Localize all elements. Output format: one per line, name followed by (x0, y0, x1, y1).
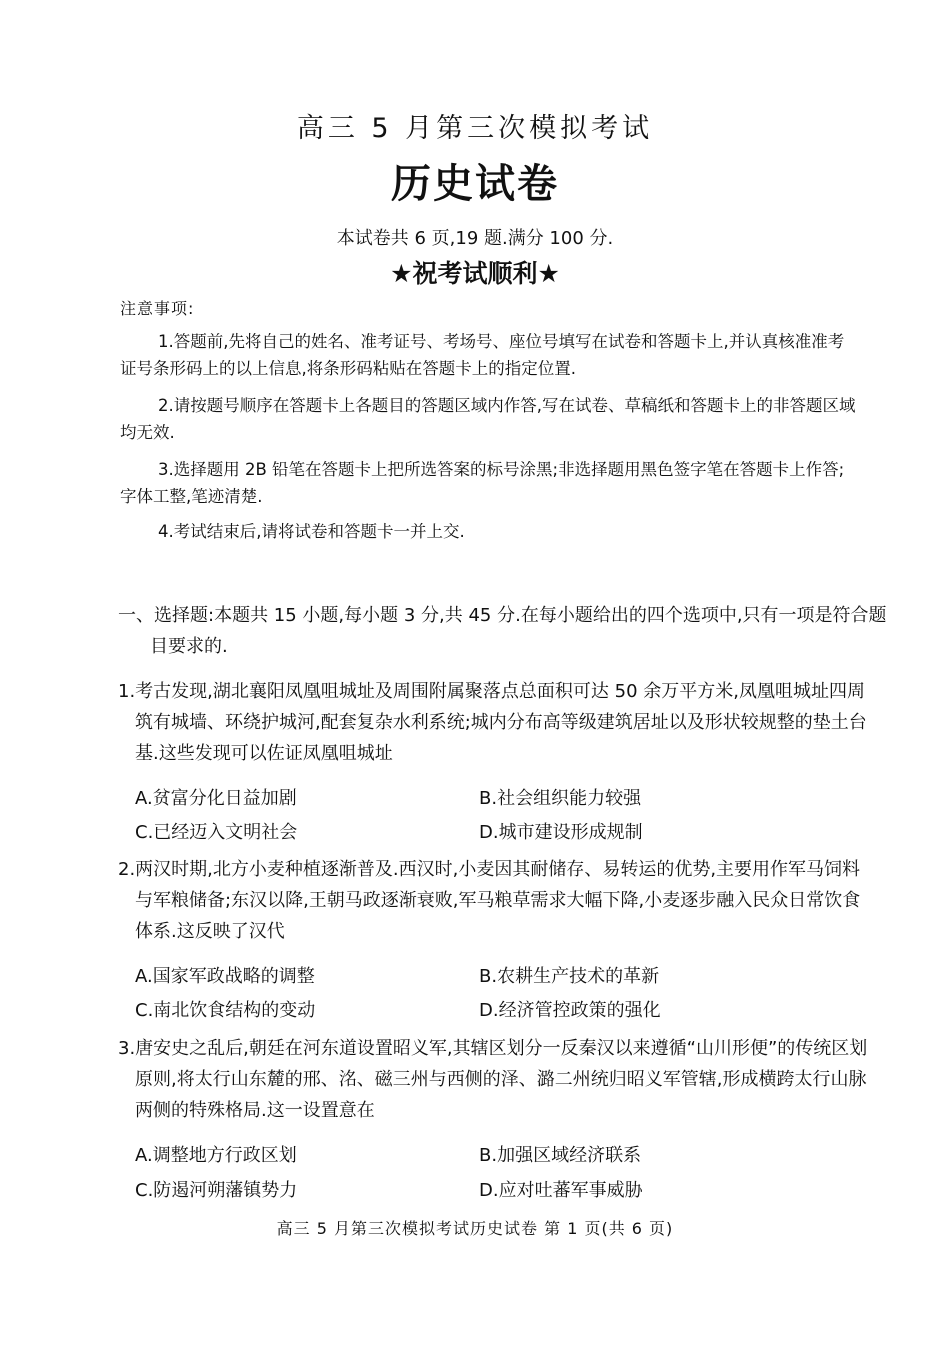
option-d: D.经济管控政策的强化 (479, 1000, 661, 1021)
option-d: D.应对吐蕃军事威胁 (479, 1180, 643, 1201)
option-a: A.调整地方行政区划 (135, 1145, 297, 1166)
option-b: B.农耕生产技术的革新 (479, 966, 660, 987)
notice-title: 注意事项: (120, 299, 195, 318)
option-d: D.城市建设形成规制 (479, 822, 643, 843)
page-footer: 高三 5 月第三次模拟考试历史试卷 第 1 页(共 6 页) (276, 1219, 674, 1238)
exam-info: 本试卷共 6 页,19 题.满分 100 分. (336, 228, 614, 249)
notice-item: 1.答题前,先将自己的姓名、准考证号、考场号、座位号填写在试卷和答题卡上,并认真核准准考证号条形码上的以上信息,将条形码粘贴在答题卡上的指定位置. (120, 332, 845, 378)
question-stem: 3.唐安史之乱后,朝廷在河东道设置昭义军,其辖区划分一反秦汉以来遵循“山川形便”的传统区划原则,将太行山东麓的邢、洺、磁三州与西侧的泽、潞二州统归昭义军管辖,形成横跨太行山脉两侧的特殊格局.这一设置意在 (118, 1038, 868, 1121)
option-a: A.国家军政战略的调整 (135, 966, 315, 987)
option-c: C.南北饮食结构的变动 (135, 1000, 316, 1021)
question-stem: 1.考古发现,湖北襄阳凤凰咀城址及周围附属聚落点总面积可达 50 余万平方米,凤凰咀城址四周筑有城墙、环绕护城河,配套复杂水利系统;城内分布高等级建筑居址以及形状较规整的垫土台基.这些发现可以佐证凤凰咀城址 (118, 681, 867, 764)
notice-item: 4.考试结束后,请将试卷和答题卡一并上交. (158, 522, 465, 541)
option-c: C.已经迈入文明社会 (135, 822, 298, 843)
notice-item: 2.请按题号顺序在答题卡上各题目的答题区域内作答,写在试卷、草稿纸和答题卡上的非答题区域均无效. (120, 396, 856, 442)
exam-title: 高三 5 月第三次模拟考试 (296, 113, 654, 144)
question-stem: 2.两汉时期,北方小麦种植逐渐普及.西汉时,小麦因其耐储存、易转运的优势,主要用作军马饲料与军粮储备;东汉以降,王朝马政逐渐衰败,军马粮草需求大幅下降,小麦逐步融入民众日常饮食体系.这反映了汉代 (118, 859, 861, 942)
subject-title: 历史试卷 (391, 161, 559, 207)
notice-item: 3.选择题用 2B 铅笔在答题卡上把所选答案的标号涂黑;非选择题用黑色签字笔在答题卡上作答;字体工整,笔迹清楚. (120, 460, 845, 506)
option-b: B.加强区域经济联系 (479, 1145, 642, 1166)
option-b: B.社会组织能力较强 (479, 788, 642, 809)
option-a: A.贫富分化日益加剧 (135, 788, 297, 809)
blessing-text: ★祝考试顺利★ (390, 259, 560, 288)
option-c: C.防遏河朔藩镇势力 (135, 1180, 298, 1201)
section-heading: 一、选择题:本题共 15 小题,每小题 3 分,共 45 分.在每小题给出的四个选项中,只有一项是符合题目要求的. (118, 605, 887, 657)
